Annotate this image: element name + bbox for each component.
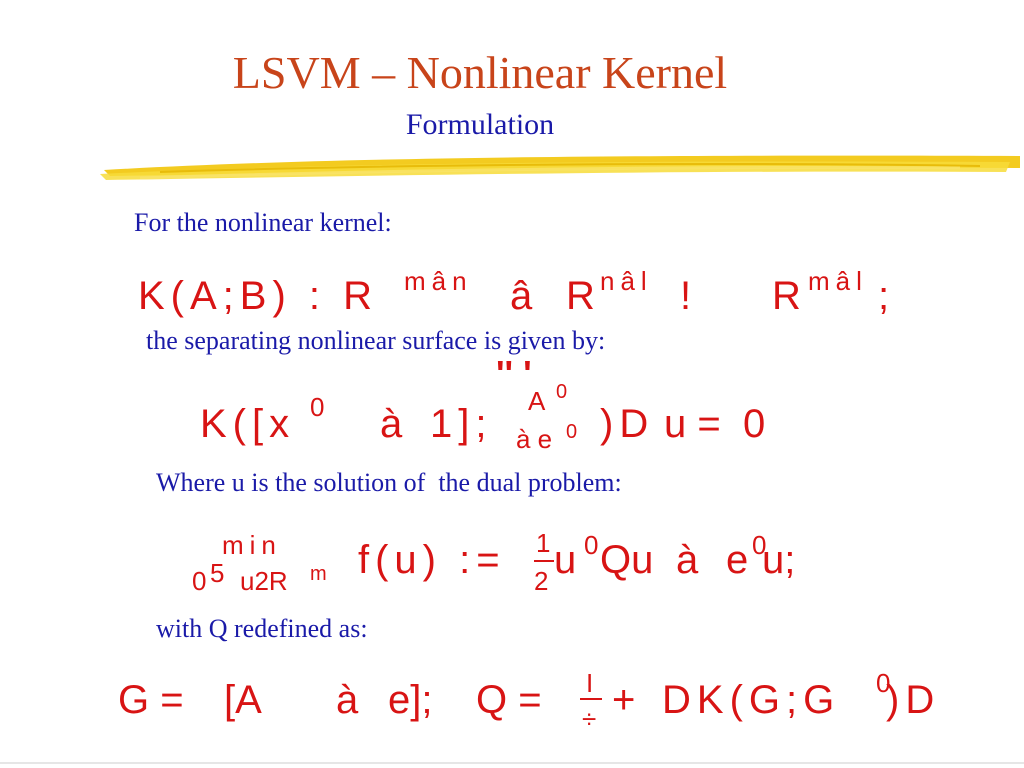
eq3-min-word: min [222, 530, 282, 560]
eq4-bracket: [A [224, 678, 262, 722]
eq2-minus: à [380, 402, 403, 446]
eq2-matrix-top-sup: 0 [556, 381, 568, 403]
eq1-end: ; [878, 274, 890, 318]
footer-divider [0, 762, 1024, 764]
eq1-sup2: nâl [600, 266, 653, 296]
eq4-frac-bar [580, 698, 602, 700]
eq4-q-def: Q = [476, 678, 542, 722]
eq3-e: e [726, 538, 749, 582]
eq4-plus: + [612, 678, 636, 722]
eq3-frac-den: 2 [534, 566, 549, 596]
eq2-matrix-marks: '' ' [496, 353, 532, 394]
eq3-subscript: u2R [240, 566, 288, 596]
eq3-subscript-sup: m [310, 563, 327, 585]
eq2-tail: )D [600, 402, 655, 446]
eq3-u1: u [554, 538, 577, 582]
eq3-u1-sup: 0 [584, 530, 599, 560]
slide-title: LSVM – Nonlinear Kernel [232, 47, 728, 98]
eq3-qu: Qu [600, 538, 654, 582]
eq4-minus: à [336, 678, 359, 722]
eq2-matrix-bottom: à e [516, 424, 553, 454]
eq2-matrix-top: A [528, 386, 546, 416]
eq1-arrow: ! [680, 274, 692, 318]
eq4-dk: DK(G;G [662, 678, 841, 722]
caption-q-intro: with Q redefined as: [156, 614, 368, 643]
eq4-g-sup: 0 [876, 668, 891, 698]
eq4-e-close: e]; [388, 678, 433, 722]
eq3-frac-bar [534, 560, 554, 562]
slide-subtitle: Formulation [405, 108, 555, 141]
eq3-end: u; [762, 538, 796, 582]
eq1-lhs: K(A;B) : R [138, 274, 379, 318]
caption-surface-intro: the separating nonlinear surface is given by: [146, 326, 606, 355]
eq2-sup-x: 0 [310, 392, 325, 422]
highlighter-stroke [100, 148, 1024, 188]
eq3-minus: à [676, 538, 699, 582]
eq3-e-sup: 0 [752, 530, 767, 560]
eq2-k-part: K([x [200, 402, 296, 446]
eq4-frac-den: ÷ [582, 704, 597, 734]
eq1-sup1: mân [404, 266, 473, 296]
eq1-r2: R [566, 274, 595, 318]
eq3-subscript-prefix: 0 [192, 566, 207, 596]
eq1-r3: R [772, 274, 801, 318]
eq4-g-def: G = [118, 678, 184, 722]
eq2-one: 1]; [430, 402, 493, 446]
eq2-rhs: u = 0 [664, 402, 766, 446]
eq2-matrix-bottom-sup: 0 [566, 421, 578, 443]
eq3-frac-num: 1 [536, 528, 551, 558]
eq3-f-part: f(u) := [358, 538, 506, 582]
eq1-times: â [510, 274, 533, 318]
caption-kernel-intro: For the nonlinear kernel: [134, 208, 392, 237]
eq4-end: )D [886, 678, 941, 722]
eq1-sup3: mâl [808, 266, 868, 296]
eq4-frac-num: I [586, 668, 594, 698]
eq3-five: 5 [210, 558, 225, 588]
caption-dual-intro: Where u is the solution of the dual problem: [156, 468, 622, 497]
